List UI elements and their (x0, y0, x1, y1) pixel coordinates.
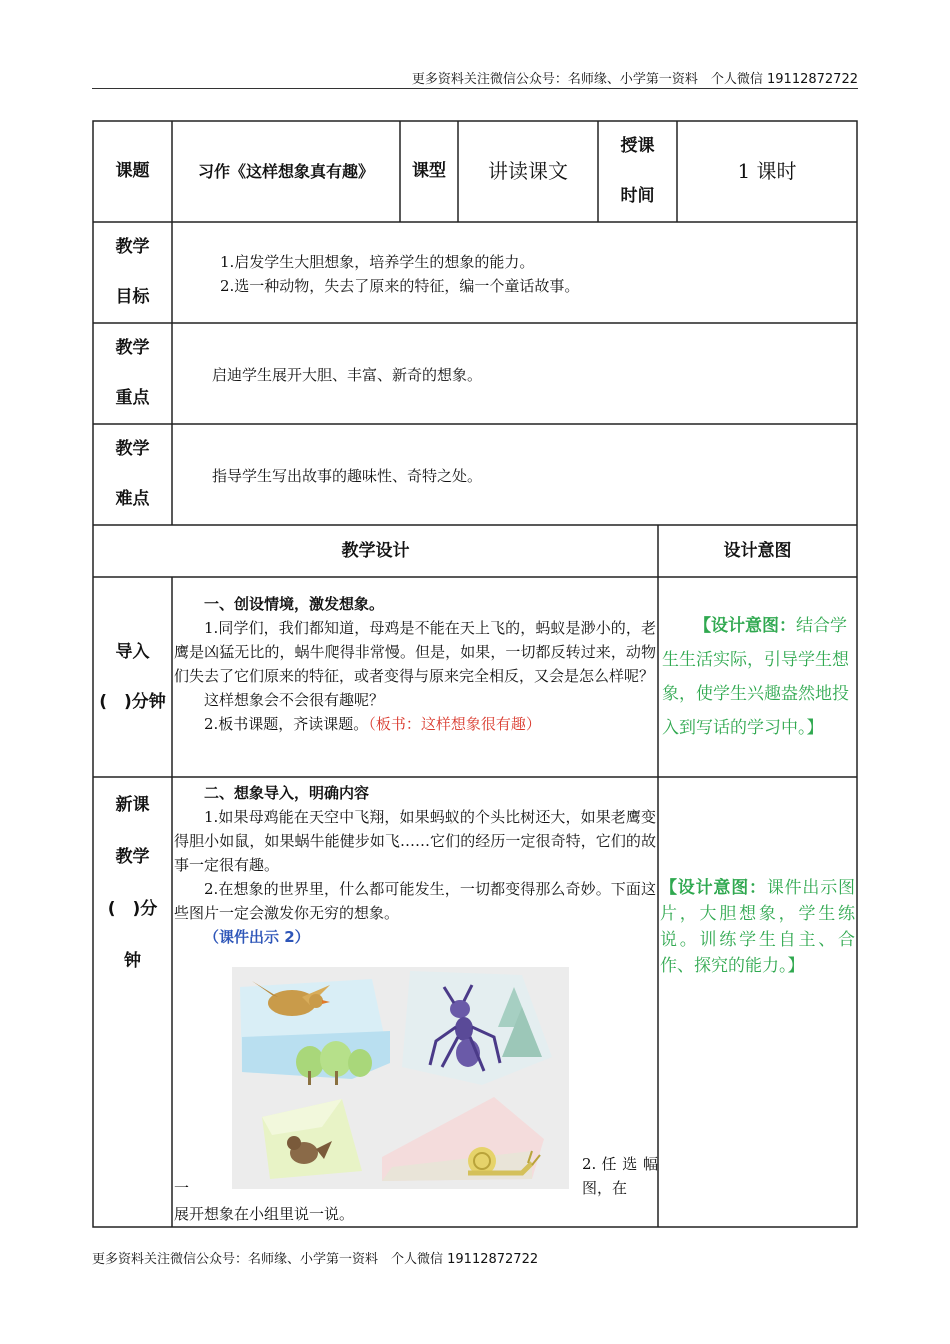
intro-label (93, 577, 172, 777)
type-value: 讲读课文 (488, 159, 568, 183)
new-lesson-p3-left: 一 (174, 1179, 190, 1197)
time-label (598, 121, 677, 222)
goal-label-line2: 目标 (115, 287, 150, 307)
goal-line-1: 1.启发学生大胆想象，培养学生的想象的能力。 (220, 253, 535, 271)
goal-content (172, 222, 857, 323)
new-lesson-p3-right: 2. 任 选 幅图，在 (582, 1155, 658, 1197)
footer-text: 更多资料关注微信公众号：名师缘、小学第一资料 个人微信 19112872722 (92, 1252, 539, 1267)
new-lesson-heading: 二、想象导入，明确内容 (204, 784, 370, 802)
intro-p3 (174, 712, 656, 736)
focus-label-line1: 教学 (115, 338, 150, 358)
courseware-illustration (232, 967, 569, 1189)
intro-content (172, 577, 658, 777)
goal-label (93, 222, 172, 323)
focus-label-line2: 重点 (115, 388, 150, 408)
header-rule (92, 88, 858, 89)
focus-content: 启迪学生展开大胆、丰富、新奇的想象。 (212, 366, 483, 384)
design-header-right: 设计意图 (723, 541, 792, 561)
new-lesson-label-line2: 教学 (115, 847, 150, 867)
intro-label-line1: 导入 (115, 642, 150, 662)
intro-intent-body: 结合学生生活实际，引导学生想象，使学生兴趣盎然地投入到写话的学习中。】 (662, 616, 849, 738)
goal-line-2: 2.选一种动物，失去了原来的特征，编一个童话故事。 (220, 277, 580, 295)
intro-p1: 1.同学们，我们都知道，母鸡是不能在天上飞的，蚂蚁是渺小的，老鹰是凶猛无比的，蜗牛爬得非常慢。但是，如果，一切都反转过来，动物们失去了它们原来的特征，或者变得与原来完全相反，又会是怎么样呢？ (174, 619, 656, 685)
difficulty-label (93, 424, 172, 525)
new-lesson-label-line4: 钟 (124, 951, 141, 971)
intro-p3-text: 2.板书课题，齐读课题。 (204, 715, 369, 733)
topic-value: 习作《这样想象真有趣》 (197, 162, 374, 181)
intro-heading: 一、创设情境，激发想象。 (204, 595, 385, 613)
courseware-note: （课件出示 2） (204, 928, 310, 946)
intro-label-line2: ( )分钟 (99, 692, 166, 712)
goal-label-line1: 教学 (115, 237, 150, 257)
new-lesson-p3-tail: 展开想象在小组里说一说。 (174, 1205, 355, 1223)
intro-p2: 这样想象会不会很有趣呢？ (204, 691, 385, 709)
time-label-line2: 时间 (620, 186, 655, 206)
new-lesson-p2: 2.在想象的世界里，什么都可能发生，一切都变得那么奇妙。下面这些图片一定会激发你无穷的想象。 (174, 880, 656, 922)
header-text: 更多资料关注微信公众号：名师缘、小学第一资料 个人微信 19112872722 (411, 72, 858, 87)
intro-intent (658, 577, 857, 777)
new-lesson-intent-body: 课件出示图片，大胆想象，学生练说。训练学生自主、合作、探究的能力。】 (660, 878, 856, 976)
flying-hen-panel (240, 979, 390, 1085)
difficulty-label-line1: 教学 (115, 439, 150, 459)
focus-label (93, 323, 172, 424)
design-header-left: 教学设计 (341, 541, 410, 561)
difficulty-content: 指导学生写出故事的趣味性、奇特之处。 (212, 467, 483, 485)
time-value: 1 课时 (737, 159, 797, 183)
new-lesson-intent-head: 【设计意图： (660, 878, 767, 898)
intro-p3-board: （板书：这样想象很有趣） (368, 715, 541, 733)
new-lesson-p1: 1.如果母鸡能在天空中飞翔，如果蚂蚁的个头比树还大，如果老鹰变得胆小如鼠，如果蜗牛能健步如飞……它们的经历一定很奇特，它们的故事一定很有趣。 (174, 808, 656, 874)
new-lesson-label-line3: ( )分 (107, 899, 158, 919)
intro-intent-head: 【设计意图： (694, 616, 796, 636)
new-lesson-label (93, 777, 172, 1227)
new-lesson-label-line1: 新课 (115, 795, 150, 815)
type-label: 课型 (412, 161, 446, 181)
time-label-line1: 授课 (620, 136, 655, 156)
difficulty-label-line2: 难点 (115, 489, 150, 509)
new-lesson-intent (658, 777, 857, 1227)
topic-label: 课题 (115, 161, 150, 181)
